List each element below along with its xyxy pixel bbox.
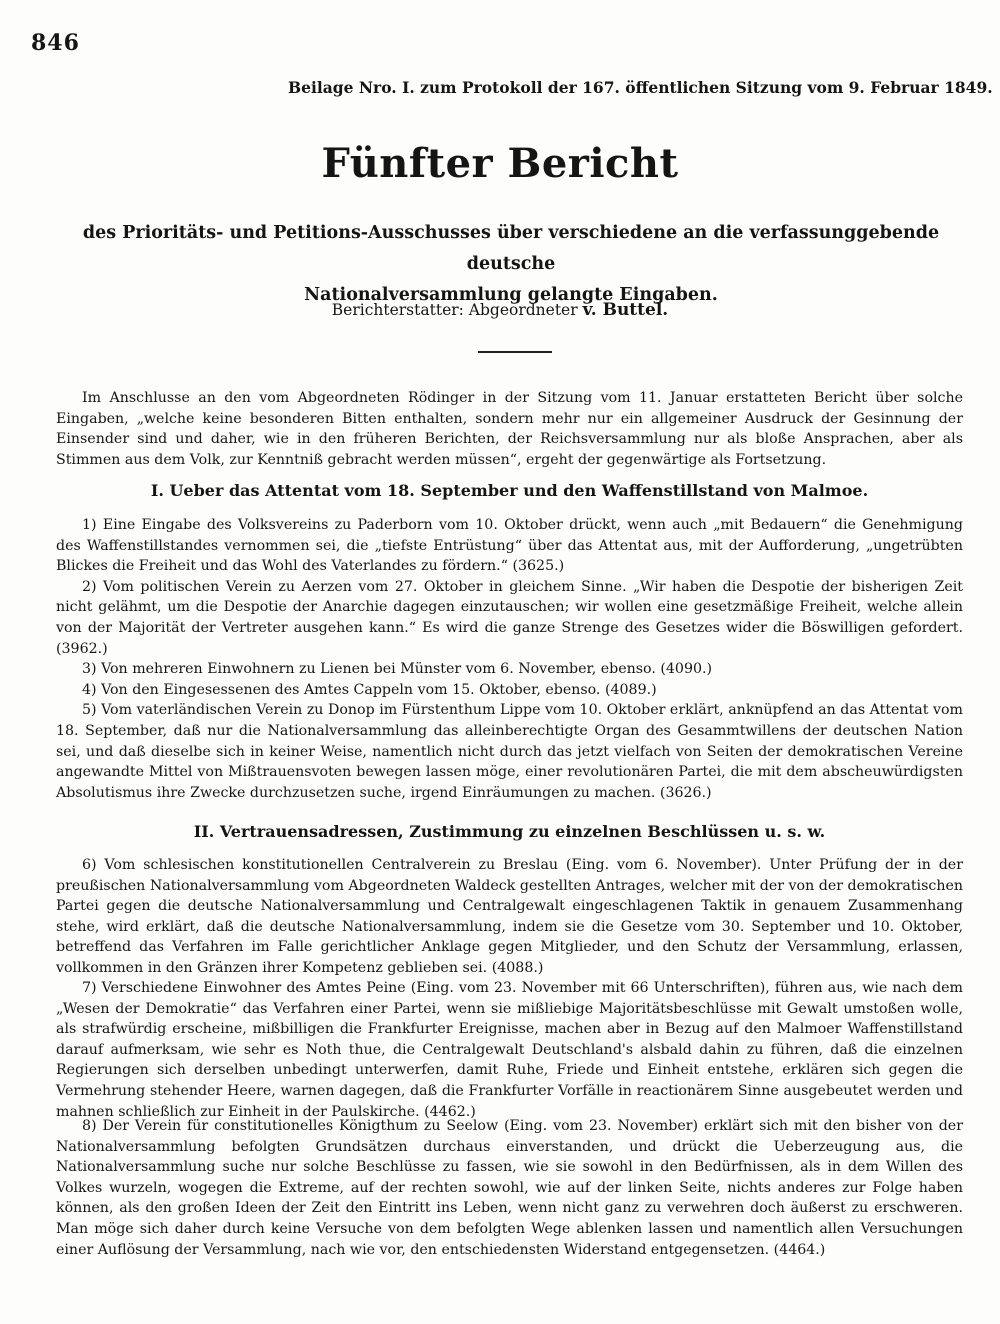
report-title: Fünfter Bericht <box>321 140 679 187</box>
section-2-item-7-block <box>56 978 963 1122</box>
section-1-item-5: 5) Vom vaterländischen Verein zu Donop im Fürstenthum Lippe vom 10. Oktober erklärt, anknüpfend an das Attentat vom 18. September, daß nur die Nationalversammlung das alleinberechtigte Organ des Gesammtwillens der deutschen Nation sei, und daß dieselbe sich in keiner Weise, namentlich nicht durch das jetzt vielfach von Seiten der demokratischen Vereine angewandte Mittel von Mißtrauensvoten bewegen lassen möge, einer revolutionären Partei, die mit dem abscheuwürdigsten Absolutismus ihre Zwecke durchzusetzen suche, irgend Einräumungen zu machen. (3626.) <box>56 702 963 801</box>
reporter-label: Berichterstatter: Abgeordneter <box>331 301 578 319</box>
subtitle-line-1: des Prioritäts- und Petitions-Ausschusses über verschiedene an die verfassunggebende deutsche <box>82 223 940 274</box>
page-number: 846 <box>31 30 80 56</box>
section-2-item-8: 8) Der Verein für constitutionelles Königthum zu Seelow (Eing. vom 23. November) erklärt sich mit den bisher von der Nationalversammlung befolgten Grundsätzen durchaus einverstanden, und drückt die Ueberzeugung aus, die Nationalversammlung suche nur solche Beschlüsse zu fassen, wie sie sowohl in den Bedürfnissen, als in dem Willen des Volkes wurzeln, wogegen die Extreme, auf der rechten sowohl, wie auf der linken Seite, nichts anderes zur Folge haben können, als den großen Ideen der Zeit den Eintritt ins Leben, wenn nicht ganz zu verwehren doch äußerst zu erschweren. Man möge sich daher durch keine Versuche von dem befolgten Wege ablenken lassen und namentlich allen Versuchungen einer Auflösung der Versammlung, nach wie vor, den entschiedensten Widerstand entgegensetzen. (4464.) <box>56 1118 963 1258</box>
reporter-name: v. Buttel. <box>582 300 669 320</box>
report-subtitle <box>56 218 966 311</box>
section-2-item-6-block <box>56 855 963 979</box>
section-1-item-3: 3) Von mehreren Einwohnern zu Lienen bei Münster vom 6. November, ebenso. (4090.) <box>82 661 713 678</box>
section-2-heading: II. Vertrauensadressen, Zustimmung zu einzelnen Beschlüssen u. s. w. <box>193 822 826 841</box>
section-1-item-2: 2) Vom politischen Verein zu Aerzen vom 27. Oktober in gleichem Sinne. „Wir haben die Despotie der bisherigen Zeit nicht gelähmt, um die Despotie der Anarchie dagegen einzutauschen; wir wollen eine gesetzmäßige Freiheit, welche allein von der Majorität der Vertreter ausgehen kann.“ Es wird die ganze Strenge des Gesetzes wider die Böswilligen gefordert. (3962.) <box>56 578 963 657</box>
subtitle-line-2: Nationalversammlung gelangte Eingaben. <box>304 285 718 305</box>
running-header: Beilage Nro. I. zum Protokoll der 167. öffentlichen Sitzung vom 9. Februar 1849. <box>288 78 993 97</box>
reporter-line <box>0 300 1000 320</box>
section-2-item-7: 7) Verschiedene Einwohner des Amtes Peine (Eing. vom 23. November mit 66 Unterschriften), führen aus, wie nach dem „Wesen der Demokratie“ das Verfahren einer Partei, wenn sie mißliebige Majoritätsbeschlüsse mit Gewalt umstoßen wolle, als strafwürdig erscheine, mißbilligen die Frankfurter Ereignisse, machen aber in Bezug auf den Malmoer Waffenstillstand darauf aufmerksam, wie sehr es Noth thue, die Centralgewalt Deutschland's alsbald dahin zu führen, daß die einzelnen Regierungen sich derselben unbedingt unterwerfen, damit Ruhe, Friede und Einheit entstehe, erklären sich gegen die Vermehrung stehender Heere, warnen dagegen, daß die Frankfurter Vorfälle in reactionärem Sinne ausgebeutet werden und mahnen schließlich zur Einheit in der Paulskirche. (4462.) <box>56 980 963 1120</box>
section-1-item-1: 1) Eine Eingabe des Volksvereins zu Paderborn vom 10. Oktober drückt, wenn auch „mit Bedauern“ die Genehmigung des Waffenstillstandes vernommen sei, die „tiefste Entrüstung“ über das Attentat aus, mit der Aufforderung, „ungetrübten Blickes die Freiheit und das Wohl des Vaterlandes zu fördern.“ (3625.) <box>56 517 963 575</box>
intro-paragraph: Im Anschlusse an den vom Abgeordneten Rödinger in der Sitzung vom 11. Januar erstatteten Bericht über solche Eingaben, „welche keine besonderen Bitten enthalten, sondern mehr nur ein allgemeiner Ausdruck der Gesinnung der Einsender sind und daher, wie in den früheren Berichten, der Reichsversammlung nur als bloße Ansprachen, aber als Stimmen aus dem Volk, zur Kenntniß gebracht werden müssen“, ergeht der gegenwärtige als Fortsetzung. <box>56 390 963 468</box>
intro-paragraph-block <box>56 388 963 470</box>
section-2-item-6: 6) Vom schlesischen konstitutionellen Centralverein zu Breslau (Eing. vom 6. November). Unter Prüfung der in der preußischen Nationalversammlung vom Abgeordneten Waldeck gestellten Antrages, welcher mit der von der demokratischen Partei gegen die deutsche Nationalversammlung und Centralgewalt eingeschlagenen Taktik in genauem Zusammenhang stehe, wird erklärt, daß die deutsche Nationalversammlung, indem sie die Gesetze vom 30. September und 10. Oktober, betreffend das Verfahren im Falle gerichtlicher Anklage gegen Mitglieder, und den Schutz der Versammlung, erlassen, vollkommen in den Gränzen ihrer Kompetenz geblieben sei. (4088.) <box>56 857 963 976</box>
section-2-item-8-block <box>56 1116 963 1260</box>
section-1-heading: I. Ueber das Attentat vom 18. September und den Waffenstillstand von Malmoe. <box>150 481 869 500</box>
section-1-item-4: 4) Von den Eingesessenen des Amtes Cappeln vom 15. Oktober, ebenso. (4089.) <box>82 681 657 698</box>
title-divider <box>478 351 552 353</box>
section-1-items <box>56 515 963 803</box>
